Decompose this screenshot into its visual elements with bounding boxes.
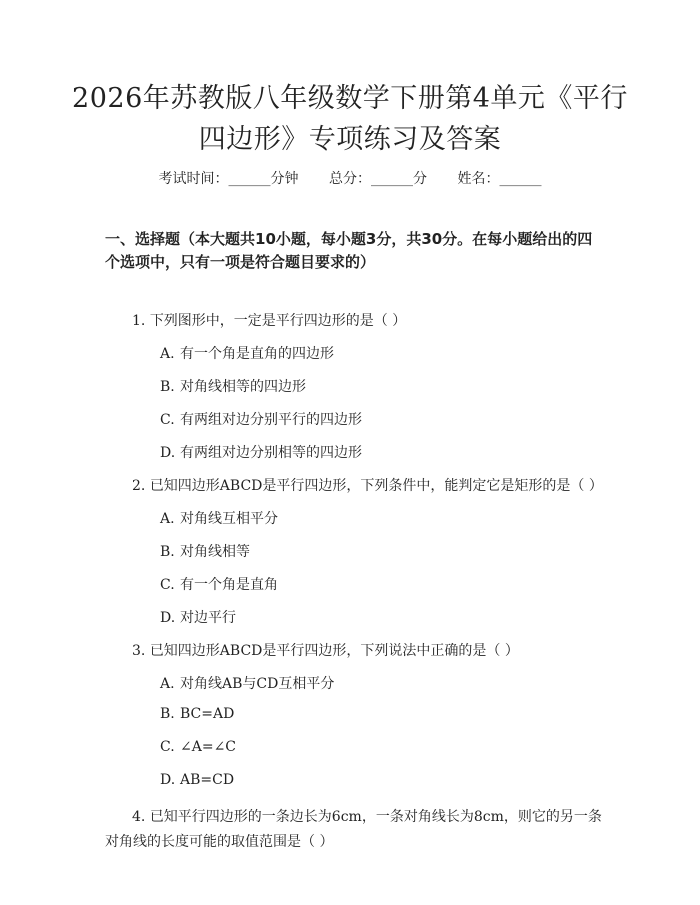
section-heading: 一、选择题（本大题共10小题，每小题3分，共30分。在每小题给出的四个选项中，只有一项是符合题目要求的） xyxy=(105,230,593,271)
option-text: 对角线相等 xyxy=(180,544,250,560)
question-2-option-c xyxy=(160,574,278,594)
option-letter: A. xyxy=(160,346,175,362)
question-3-option-b xyxy=(160,706,234,722)
option-letter: B. xyxy=(160,544,175,560)
question-3-option-d xyxy=(160,772,234,788)
option-text: 对角线AB与CD互相平分 xyxy=(180,676,335,692)
option-letter: D. xyxy=(160,445,176,461)
question-1-option-b xyxy=(160,376,306,396)
question-1-option-d xyxy=(160,442,362,462)
option-letter: C. xyxy=(160,577,175,593)
question-1-option-c xyxy=(160,409,362,429)
question-text: 下列图形中，一定是平行四边形的是（ ） xyxy=(149,313,407,329)
question-2 xyxy=(132,475,603,495)
question-number: 4. xyxy=(132,809,146,825)
option-text: ∠A=∠C xyxy=(180,739,237,755)
question-2-option-d xyxy=(160,607,236,627)
question-text: 已知平行四边形的一条边长为6cm，一条对角线长为8cm，则它的另一条对角线的长度可能的取值范围是（ ） xyxy=(105,809,602,850)
option-text: 有一个角是直角 xyxy=(180,577,278,593)
option-letter: D. xyxy=(160,772,176,788)
option-letter: B. xyxy=(160,706,175,722)
question-text: 已知四边形ABCD是平行四边形，下列说法中正确的是（ ） xyxy=(149,643,519,659)
option-text: 对角线互相平分 xyxy=(180,511,278,527)
name-field: 姓名：______ xyxy=(457,171,542,187)
question-text: 已知四边形ABCD是平行四边形，下列条件中，能判定它是矩形的是（ ） xyxy=(149,478,603,494)
option-letter: A. xyxy=(160,676,175,692)
question-1-option-a xyxy=(160,343,334,363)
question-number: 3. xyxy=(132,643,146,659)
question-number: 2. xyxy=(132,478,146,494)
option-letter: D. xyxy=(160,610,176,626)
option-letter: A. xyxy=(160,511,175,527)
exam-meta xyxy=(0,168,700,188)
option-text: 对角线相等的四边形 xyxy=(180,379,306,395)
option-text: 有两组对边分别相等的四边形 xyxy=(180,445,362,461)
option-text: BC=AD xyxy=(180,706,235,722)
option-letter: C. xyxy=(160,739,175,755)
question-3 xyxy=(132,640,519,660)
question-3-option-c xyxy=(160,739,236,755)
exam-time-field: 考试时间：______分钟 xyxy=(158,171,299,187)
question-2-option-b xyxy=(160,541,250,561)
option-text: 有一个角是直角的四边形 xyxy=(180,346,334,362)
question-4 xyxy=(105,805,605,855)
question-3-option-a xyxy=(160,673,334,693)
option-text: AB=CD xyxy=(180,772,235,788)
total-score-field: 总分：______分 xyxy=(329,171,427,187)
question-number: 1. xyxy=(132,313,146,329)
question-1 xyxy=(132,310,406,330)
question-2-option-a xyxy=(160,508,278,528)
option-letter: B. xyxy=(160,379,175,395)
option-text: 对边平行 xyxy=(180,610,236,626)
document-title: 2026年苏教版八年级数学下册第4单元《平行四边形》专项练习及答案 xyxy=(72,83,628,155)
option-text: 有两组对边分别平行的四边形 xyxy=(180,412,362,428)
option-letter: C. xyxy=(160,412,175,428)
